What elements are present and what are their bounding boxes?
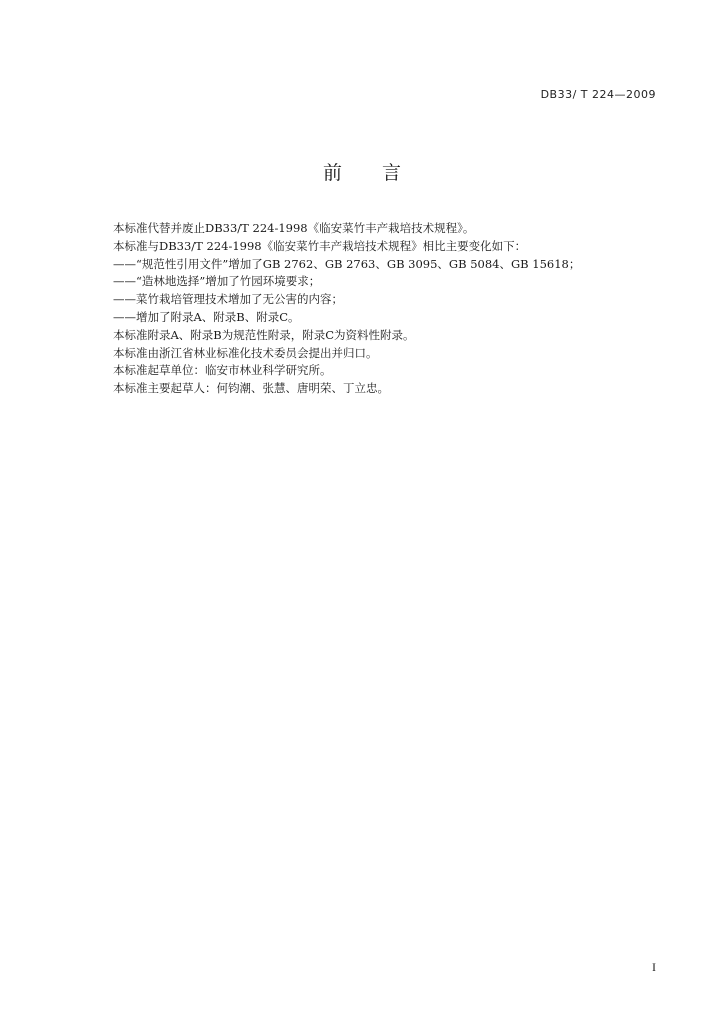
page-title <box>0 158 724 185</box>
standard-code: DB33/ T 224—2009 <box>540 88 656 101</box>
change-item-pollution-free: ——菜竹栽培管理技术增加了无公害的内容； <box>113 292 343 307</box>
paragraph-replacement: 本标准代替并废止DB33/T 224-1998《临安菜竹丰产栽培技术规程》。 <box>113 221 475 235</box>
paragraph-drafting-unit: 本标准起草单位：临安市林业科学研究所。 <box>113 363 332 378</box>
title-char-2: 言 <box>382 162 402 184</box>
paragraph-drafters: 本标准主要起草人：何钧潮、张慧、唐明荣、丁立忠。 <box>113 381 389 396</box>
change-item-normative-references: ——“规范性引用文件”增加了GB 2762、GB 2763、GB 3095、GB 5084、GB 15618； <box>113 256 581 271</box>
page-number: I <box>652 960 656 974</box>
paragraph-changes-intro: 本标准与DB33/T 224-1998《临安菜竹丰产栽培技术规程》相比主要变化如下： <box>113 238 527 253</box>
paragraph-appendix-types: 本标准附录A、附录B为规范性附录，附录C为资料性附录。 <box>113 327 415 342</box>
change-item-site-selection: ——“造林地选择”增加了竹园环境要求； <box>113 274 321 289</box>
title-char-1: 前 <box>322 162 342 184</box>
change-item-appendices: ——增加了附录A、附录B、附录C。 <box>113 309 300 324</box>
paragraph-proposer: 本标准由浙江省林业标准化技术委员会提出并归口。 <box>113 345 378 360</box>
foreword-body <box>113 220 673 398</box>
